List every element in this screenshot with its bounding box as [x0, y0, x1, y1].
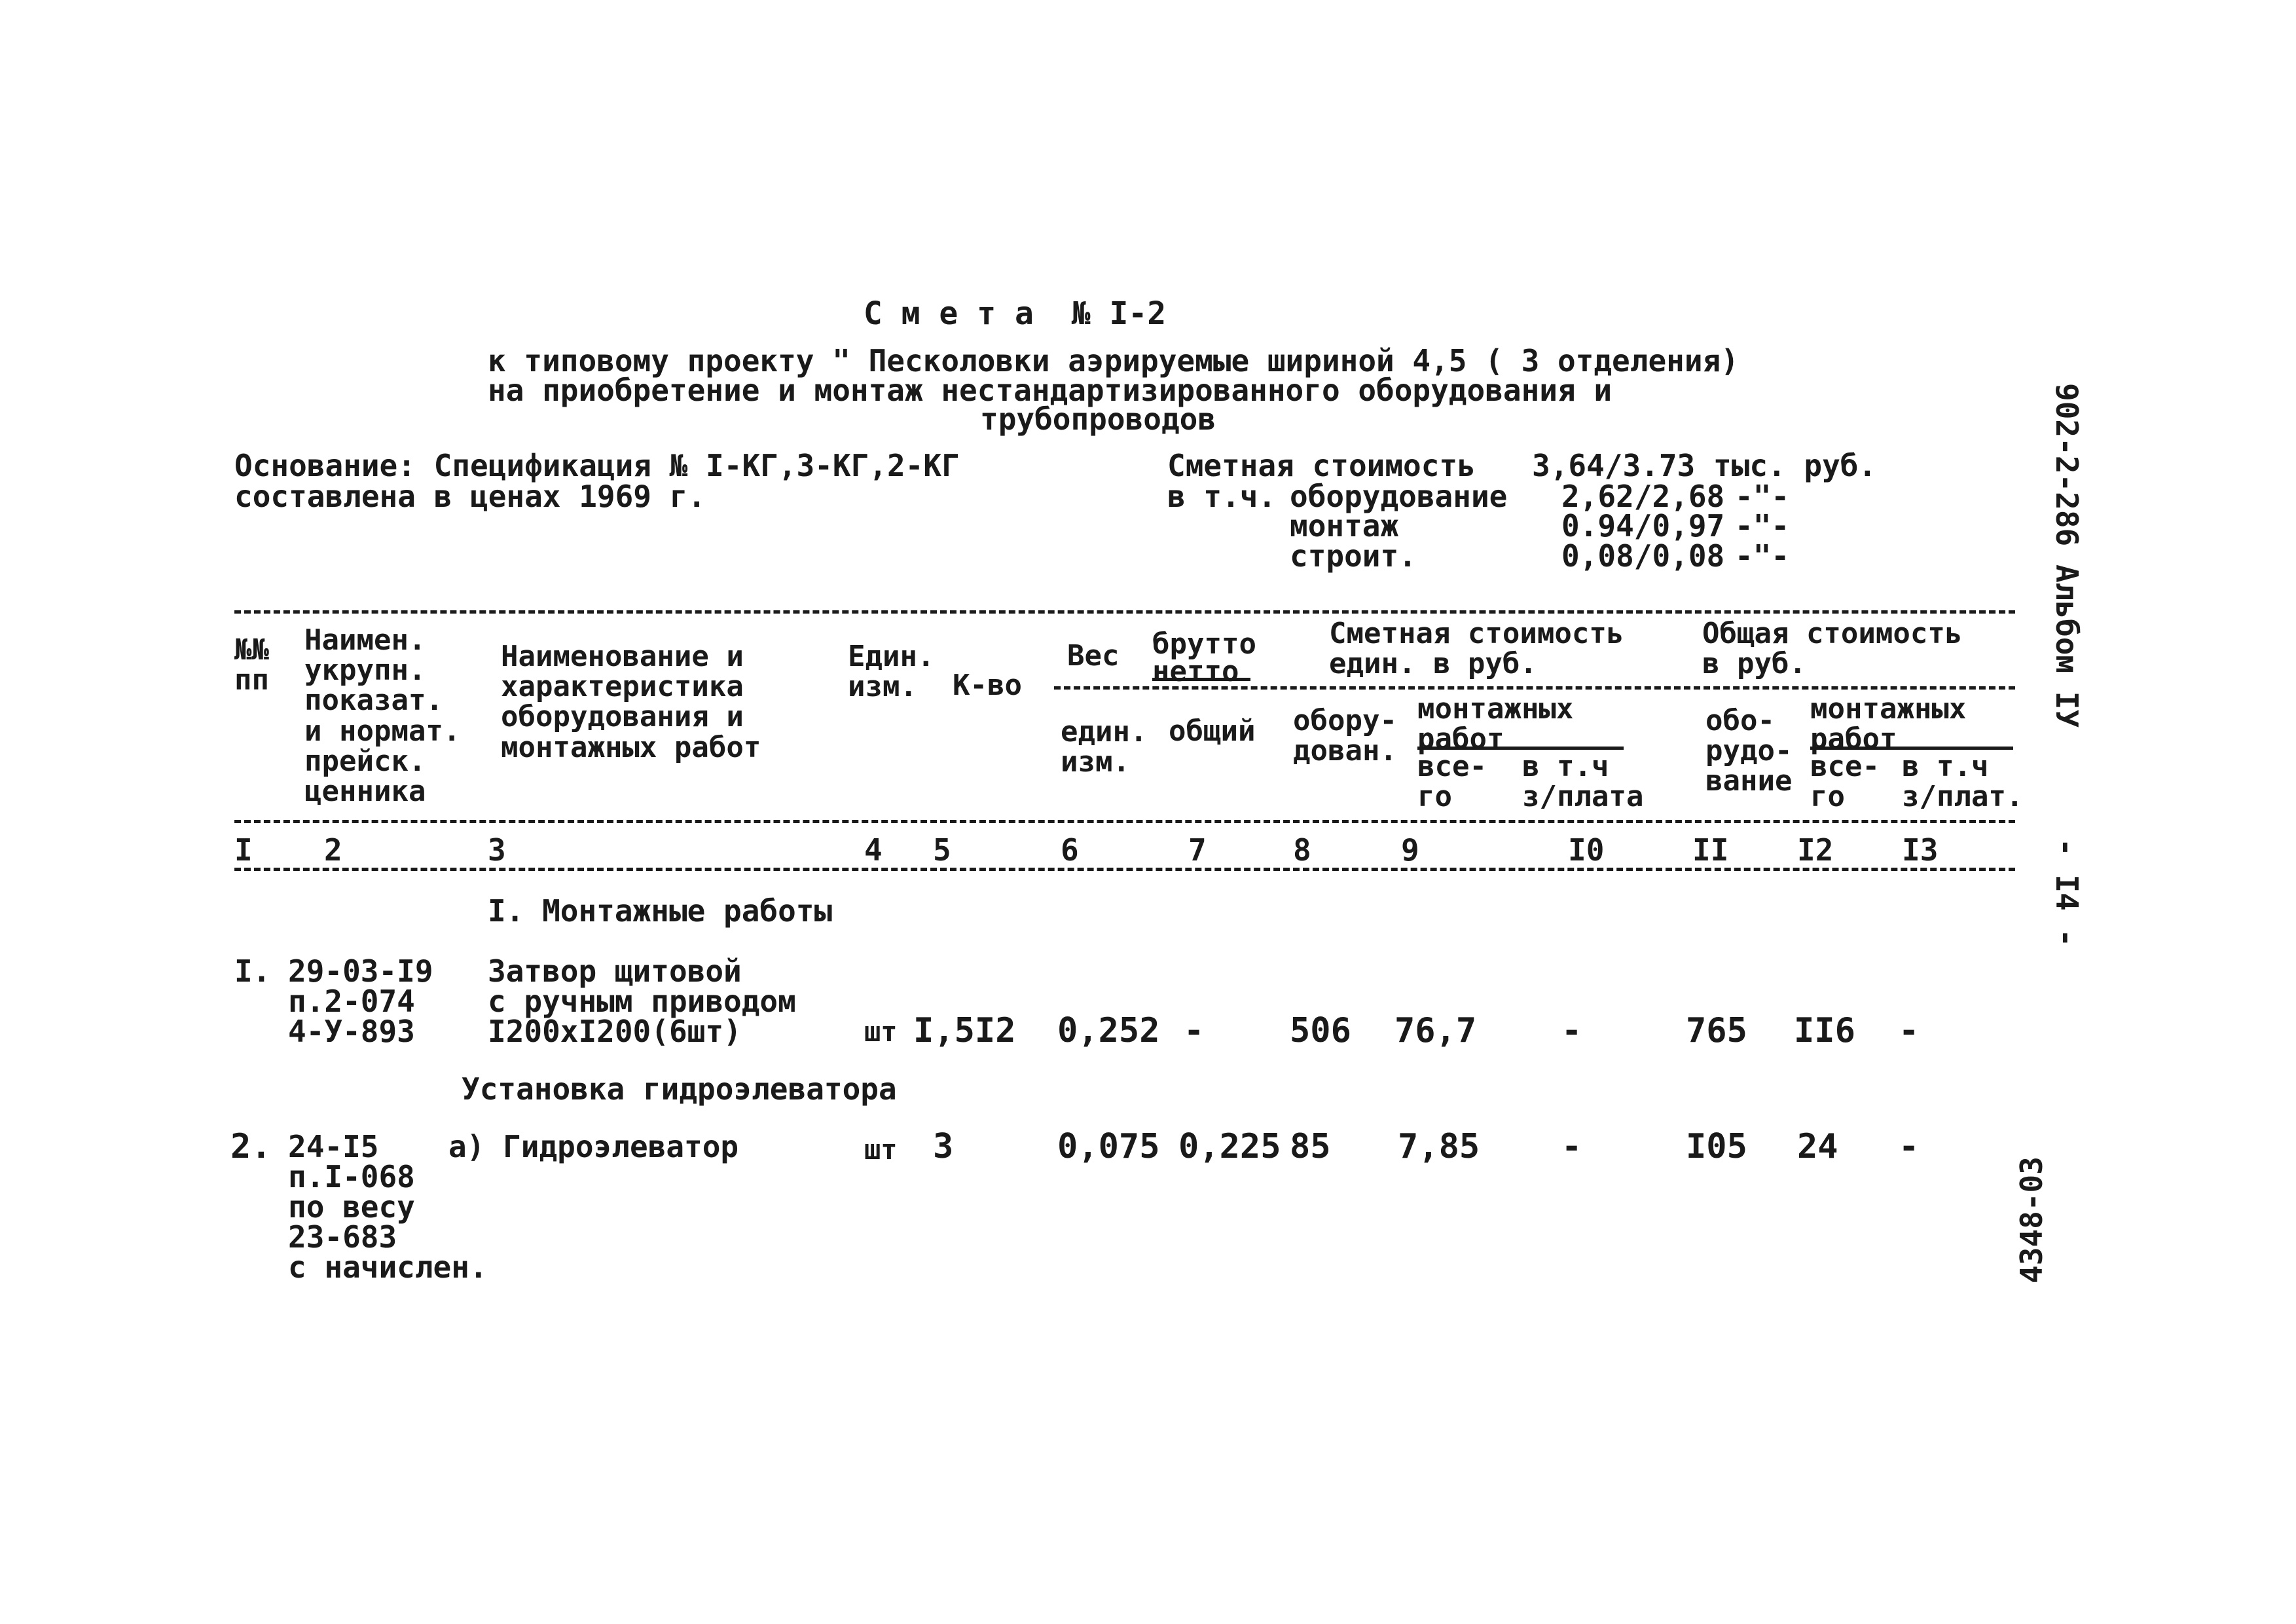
cost-summary-total-value: 3,64/3.73 тыс. руб. [1532, 448, 1877, 483]
colnum-13: I3 [1902, 832, 1939, 868]
col-weight-total-header: общий [1169, 714, 1256, 748]
total-montage-header: монтажных работ [1810, 692, 1967, 756]
subtitle-line-2: на приобретение и монтаж нестандартизированного оборудования и [488, 373, 1613, 408]
row1-weight-total: - [1184, 1011, 1205, 1050]
row1-unit: шт [864, 1016, 898, 1048]
col-number-header: №№ пп [234, 633, 269, 697]
colnum-11: II [1692, 832, 1729, 868]
row2-qty: 3 [933, 1127, 954, 1166]
colnum-4: 4 [864, 832, 883, 868]
col-code-header: Наимен. укрупн. показат. и нормат. прейск. ценника [304, 623, 461, 808]
row2-total-equipment: I05 [1686, 1127, 1747, 1166]
col-qty-header: К-во [953, 669, 1022, 702]
cost-summary-total-label: Сметная стоимость [1167, 448, 1476, 483]
section-2-title: Установка гидроэлеватора [462, 1071, 897, 1107]
unit-cost-group-header: Сметная стоимость един. в руб. [1329, 617, 1624, 681]
row1-total-wage: - [1899, 1011, 1920, 1050]
page-number: - I4 - [2049, 838, 2085, 948]
subtitle-line-1: к типовому проекту " Песколовки аэрируемые шириной 4,5 ( 3 отделения) [488, 343, 1739, 378]
row2-unit: шт [864, 1134, 898, 1166]
row2-montage-wage: - [1561, 1127, 1582, 1166]
cost-equipment-value: 2,62/2,68 [1561, 479, 1725, 514]
row1-code: 29-03-I9 п.2-074 4-У-893 [288, 953, 433, 1049]
cost-construction-ditto: -"- [1735, 538, 1790, 574]
row1-total-equipment: 765 [1686, 1011, 1747, 1050]
subtitle-line-3: трубопроводов [980, 401, 1216, 437]
row2-montage-total: 7,85 [1398, 1127, 1480, 1166]
cost-equipment-label: оборудование [1290, 479, 1508, 514]
row1-montage-total: 76,7 [1394, 1011, 1477, 1050]
column-numbers-rule [234, 868, 2015, 871]
album-number: 902-2-286 Альбом IУ [2049, 383, 2085, 728]
unit-montage-header: монтажных работ [1417, 692, 1574, 756]
row1-equipment: 506 [1290, 1011, 1351, 1050]
colnum-7: 7 [1188, 832, 1207, 868]
col-total-montage-header: все- го [1810, 750, 1880, 814]
row2-weight-unit: 0,075 [1057, 1127, 1160, 1166]
row1-number: I. [234, 953, 271, 989]
row1-total-montage: II6 [1794, 1011, 1855, 1050]
row2-name: а) Гидроэлеватор [448, 1129, 739, 1164]
row1-montage-wage: - [1561, 1011, 1582, 1050]
header-bottom-rule [234, 820, 2015, 823]
colnum-12: I2 [1797, 832, 1834, 868]
cost-montage-value: 0.94/0,97 [1561, 508, 1725, 544]
row1-weight-unit: 0,252 [1057, 1011, 1160, 1050]
row2-code: 24-I5 п.I-068 по весу 23-683 с начислен. [288, 1129, 488, 1285]
col-unit-montage-total-header: все- го [1417, 750, 1487, 814]
cost-construction-value: 0,08/0,08 [1561, 538, 1725, 574]
row2-total-montage: 24 [1797, 1127, 1838, 1166]
section-1-title: I. Монтажные работы [488, 893, 833, 929]
cost-equipment-ditto: -"- [1735, 479, 1790, 514]
cost-montage-ditto: -"- [1735, 508, 1790, 544]
cost-summary-incl-label: в т.ч. [1167, 479, 1277, 514]
header-top-rule [234, 610, 2015, 614]
row2-total-wage: - [1899, 1127, 1920, 1166]
colnum-8: 8 [1293, 832, 1311, 868]
colnum-9: 9 [1401, 832, 1419, 868]
colnum-5: 5 [933, 832, 951, 868]
colnum-3: 3 [488, 832, 506, 868]
inventory-number: 4348-03 [2014, 1156, 2049, 1283]
col-total-equipment-header: обо- рудо- вание [1705, 704, 1793, 798]
col-name-header: Наименование и характеристика оборудования и монтажных работ [501, 640, 761, 764]
document-title: С м е т а № I-2 [863, 295, 1167, 332]
row1-name: Затвор щитовой с ручным приводом I200xI200(6шт) [488, 953, 796, 1049]
weight-gross-label: брутто [1152, 627, 1256, 661]
row2-weight-total: 0,225 [1178, 1127, 1281, 1166]
colnum-1: I [234, 832, 253, 868]
cost-montage-label: монтаж [1290, 508, 1399, 544]
colnum-2: 2 [324, 832, 342, 868]
row2-number: 2. [230, 1127, 272, 1166]
col-unit-equipment-header: обору- дован. [1293, 704, 1397, 768]
col-total-wage-header: в т.ч з/плат. [1902, 750, 2024, 814]
basis-specification: Основание: Спецификация № I-КГ,3-КГ,2-КГ [234, 448, 960, 483]
row1-qty: I,5I2 [913, 1011, 1016, 1050]
total-cost-group-header: Общая стоимость в руб. [1702, 617, 1963, 681]
col-unit-montage-wage-header: в т.ч з/плата [1522, 750, 1644, 814]
colnum-6: 6 [1061, 832, 1079, 868]
cost-construction-label: строит. [1290, 538, 1417, 574]
basis-price-year: составлена в ценах 1969 г. [234, 479, 706, 514]
row2-equipment: 85 [1290, 1127, 1331, 1166]
col-weight-unit-header: един. изм. [1061, 715, 1148, 779]
weight-net-label: нетто [1152, 655, 1239, 688]
colnum-10: I0 [1568, 832, 1605, 868]
col-unit-header: Един. изм. [848, 640, 935, 704]
weight-label: Вес [1067, 639, 1120, 673]
